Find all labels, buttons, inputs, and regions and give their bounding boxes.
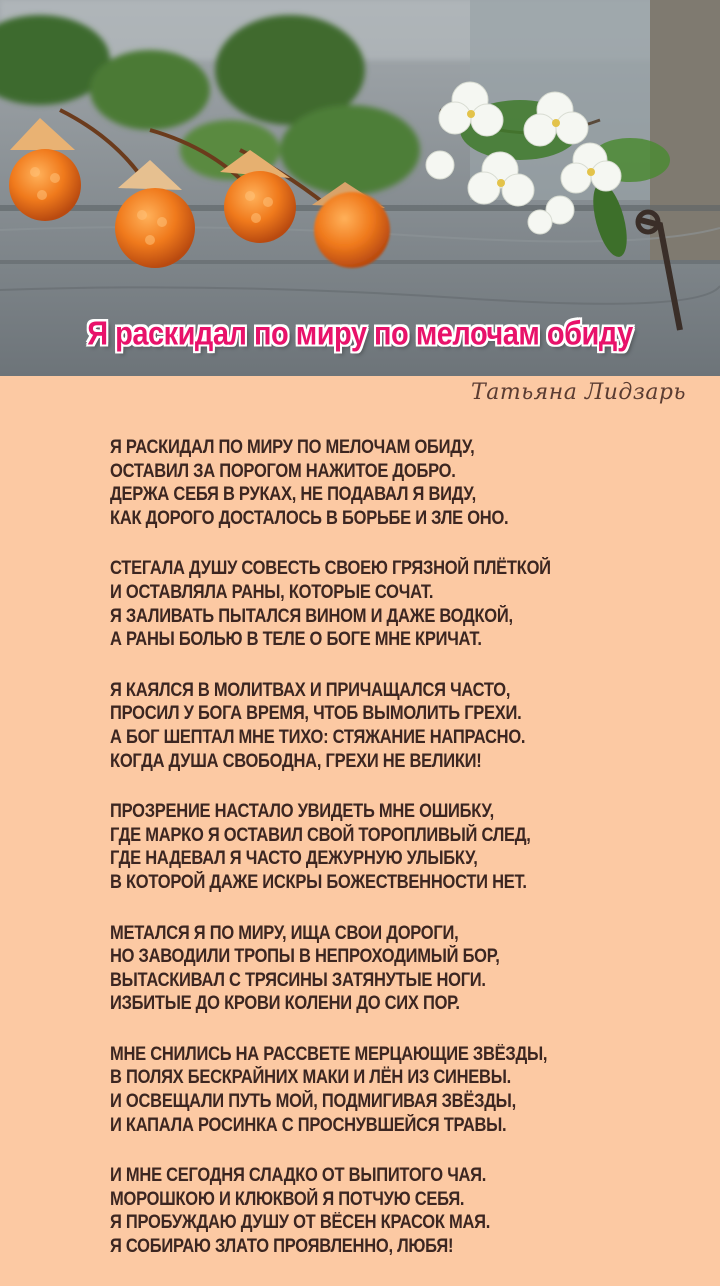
poem-title-banner: Я раскидал по миру по мелочам обиду bbox=[87, 315, 633, 353]
poem-line: И КАПАЛА РОСИНКА С ПРОСНУВШЕЙСЯ ТРАВЫ. bbox=[110, 1114, 507, 1136]
poem-body bbox=[110, 436, 670, 1286]
poem-line: СТЕГАЛА ДУШУ СОВЕСТЬ СВОЕЮ ГРЯЗНОЙ ПЛЁТКОЙ bbox=[110, 558, 551, 580]
poem-line: Я РАСКИДАЛ ПО МИРУ ПО МЕЛОЧАМ ОБИДУ, bbox=[110, 437, 475, 458]
poem-line: Я ПРОБУЖДАЮ ДУШУ ОТ ВЁСЕН КРАСОК МАЯ. bbox=[110, 1212, 491, 1234]
poem-line: Я ЗАЛИВАТЬ ПЫТАЛСЯ ВИНОМ И ДАЖЕ ВОДКОЙ, bbox=[110, 605, 513, 627]
poem-line: ДЕРЖА СЕБЯ В РУКАХ, НЕ ПОДАВАЛ Я ВИДУ, bbox=[110, 484, 476, 506]
poem-line: МОРОШКОЮ И КЛЮКВОЙ Я ПОТЧУЮ СЕБЯ. bbox=[110, 1188, 465, 1210]
poem-line: ГДЕ НАДЕВАЛ Я ЧАСТО ДЕЖУРНУЮ УЛЫБКУ, bbox=[110, 848, 478, 870]
author-signature: Татьяна Лидзарь bbox=[471, 380, 686, 405]
stanza bbox=[110, 436, 670, 530]
poem-line: И ОСТАВЛЯЛА РАНЫ, КОТОРЫЕ СОЧАТ. bbox=[110, 581, 434, 603]
poem-line: МНЕ СНИЛИСЬ НА РАССВЕТЕ МЕРЦАЮЩИЕ ЗВЁЗДЫ, bbox=[110, 1043, 548, 1065]
poem-line: ПРОСИЛ У БОГА ВРЕМЯ, ЧТОБ ВЫМОЛИТЬ ГРЕХИ. bbox=[110, 703, 522, 725]
poem-line: А РАНЫ БОЛЬЮ В ТЕЛЕ О БОГЕ МНЕ КРИЧАТ. bbox=[110, 629, 482, 651]
stanza bbox=[110, 557, 670, 651]
poem-line: ОСТАВИЛ ЗА ПОРОГОМ НАЖИТОЕ ДОБРО. bbox=[110, 460, 456, 482]
stanza bbox=[110, 679, 670, 773]
poem-line: НО ЗАВОДИЛИ ТРОПЫ В НЕПРОХОДИМЫЙ БОР, bbox=[110, 946, 500, 968]
poem-line: Я СОБИРАЮ ЗЛАТО ПРОЯВЛЕННО, ЛЮБЯ! bbox=[110, 1236, 454, 1258]
poem-line: В ПОЛЯХ БЕСКРАЙНИХ МАКИ И ЛЁН ИЗ СИНЕВЫ. bbox=[110, 1067, 511, 1089]
poem-line: КОГДА ДУША СВОБОДНА, ГРЕХИ НЕ ВЕЛИКИ! bbox=[110, 750, 482, 772]
poem-line: ИЗБИТЫЕ ДО КРОВИ КОЛЕНИ ДО СИХ ПОР. bbox=[110, 993, 460, 1015]
stanza bbox=[110, 1043, 670, 1137]
poem-line: Я КАЯЛСЯ В МОЛИТВАХ И ПРИЧАЩАЛСЯ ЧАСТО, bbox=[110, 679, 511, 701]
poem-line: ГДЕ МАРКО Я ОСТАВИЛ СВОЙ ТОРОПЛИВЫЙ СЛЕД, bbox=[110, 824, 531, 846]
stanza bbox=[110, 1164, 670, 1258]
poem-line: МЕТАЛСЯ Я ПО МИРУ, ИЩА СВОИ ДОРОГИ, bbox=[110, 922, 459, 944]
poem-line: В КОТОРОЙ ДАЖЕ ИСКРЫ БОЖЕСТВЕННОСТИ НЕТ. bbox=[110, 871, 527, 893]
header-photo bbox=[0, 0, 720, 376]
poem-line: И МНЕ СЕГОДНЯ СЛАДКО ОТ ВЫПИТОГО ЧАЯ. bbox=[110, 1165, 487, 1187]
stanza bbox=[110, 922, 670, 1016]
poem-line: ПРОЗРЕНИЕ НАСТАЛО УВИДЕТЬ МНЕ ОШИБКУ, bbox=[110, 801, 494, 823]
stanza bbox=[110, 800, 670, 894]
poem-line: И ОСВЕЩАЛИ ПУТЬ МОЙ, ПОДМИГИВАЯ ЗВЁЗДЫ, bbox=[110, 1091, 516, 1113]
poem-line: КАК ДОРОГО ДОСТАЛОСЬ В БОРЬБЕ И ЗЛЕ ОНО. bbox=[110, 507, 509, 529]
poem-line: ВЫТАСКИВАЛ С ТРЯСИНЫ ЗАТЯНУТЫЕ НОГИ. bbox=[110, 969, 486, 991]
poem-line: А БОГ ШЕПТАЛ МНЕ ТИХО: СТЯЖАНИЕ НАПРАСНО. bbox=[110, 726, 526, 748]
